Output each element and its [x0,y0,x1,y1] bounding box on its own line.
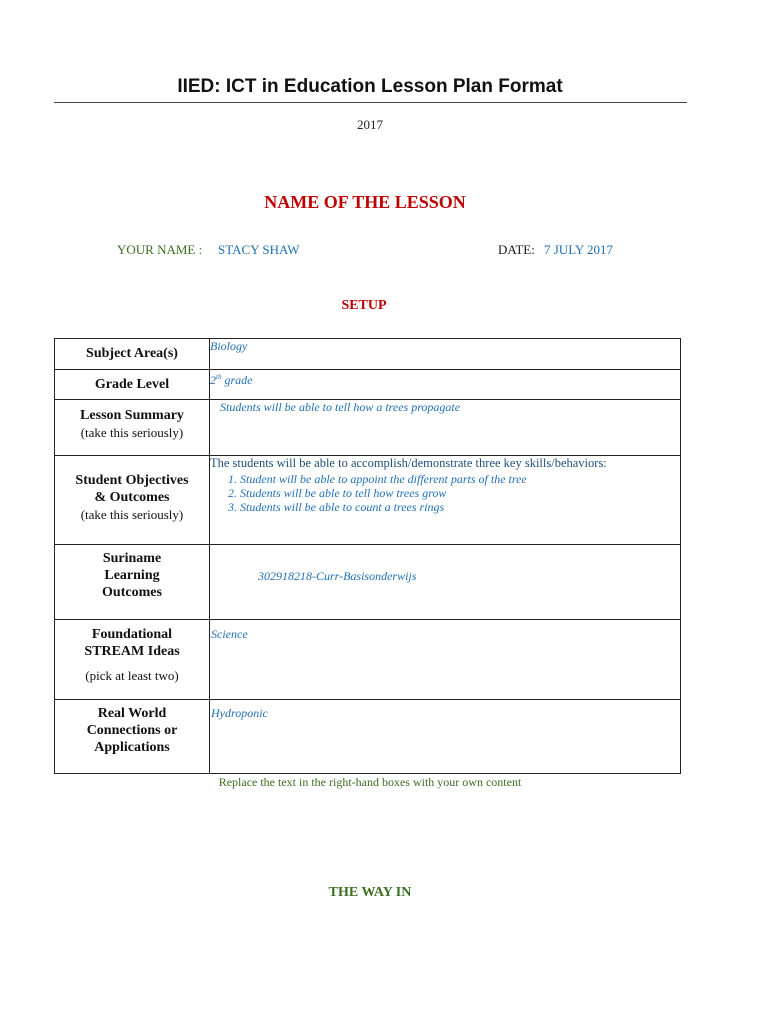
foundational-line1: Foundational [91,627,173,642]
suriname-value: 302918218-Curr-Basisonderwijs [210,545,681,620]
lesson-summary-title: Lesson Summary [80,408,184,423]
foundational-value: Science [210,620,681,700]
objective-item: 1. Student will be able to appoint the different parts of the tree [240,472,680,486]
document-year: 2017 [357,117,383,132]
table-row [55,700,681,774]
objectives-value [210,456,681,545]
objectives-intro: The students will be able to accomplish/demonstrate three key skills/behaviors: [210,456,607,470]
table-row [55,370,681,400]
foundational-line2: STREAM Ideas [84,644,180,659]
way-in-heading: THE WAY IN [328,885,412,900]
foundational-note: (pick at least two) [85,668,179,683]
suriname-line2: Learning [104,568,160,583]
foundational-label [55,620,210,700]
table-row [55,620,681,700]
objective-item: 2. Students will be able to tell how trees grow [240,486,680,500]
date-value: 7 JULY 2017 [544,242,613,257]
table-row [55,456,681,545]
your-name-value: STACY SHAW [218,242,300,257]
instructions-caption: Replace the text in the right-hand boxes with your own content [218,775,522,789]
real-world-label [55,700,210,774]
suriname-line1: Suriname [102,551,162,566]
date-label: DATE: [498,242,535,257]
objectives-list [210,472,680,514]
table-row [55,339,681,370]
your-name-label: YOUR NAME : [117,242,203,257]
real-world-line1: Real World [97,706,167,721]
real-world-value: Hydroponic [210,700,681,774]
table-row [55,400,681,456]
objectives-title-line1: Student Objectives [75,473,189,488]
grade-number: 2 [210,373,216,387]
lesson-plan-table [54,338,681,774]
grade-suffix: th [216,373,222,381]
setup-heading: SETUP [341,298,387,313]
real-world-line2: Connections or [86,723,178,738]
objectives-title-line2: & Outcomes [94,490,170,505]
suriname-label [55,545,210,620]
grade-level-value [210,370,681,400]
objective-item: 3. Students will be able to count a trees rings [240,500,680,514]
real-world-line3: Applications [94,740,170,755]
subject-area-label: Subject Area(s) [55,339,210,370]
grade-level-label: Grade Level [55,370,210,400]
grade-text: grade [221,373,253,387]
lesson-summary-label [55,400,210,456]
objectives-note: (take this seriously) [80,507,184,522]
lesson-summary-note: (take this seriously) [80,425,184,440]
lesson-name-heading: NAME OF THE LESSON [264,192,466,212]
document-title: IIED: ICT in Education Lesson Plan Format [177,76,563,97]
objectives-label [55,456,210,545]
lesson-summary-value: Students will be able to tell how a trees propagate [210,400,681,456]
suriname-line3: Outcomes [102,585,162,600]
subject-area-value: Biology [210,339,681,370]
title-divider [54,102,687,103]
table-row [55,545,681,620]
